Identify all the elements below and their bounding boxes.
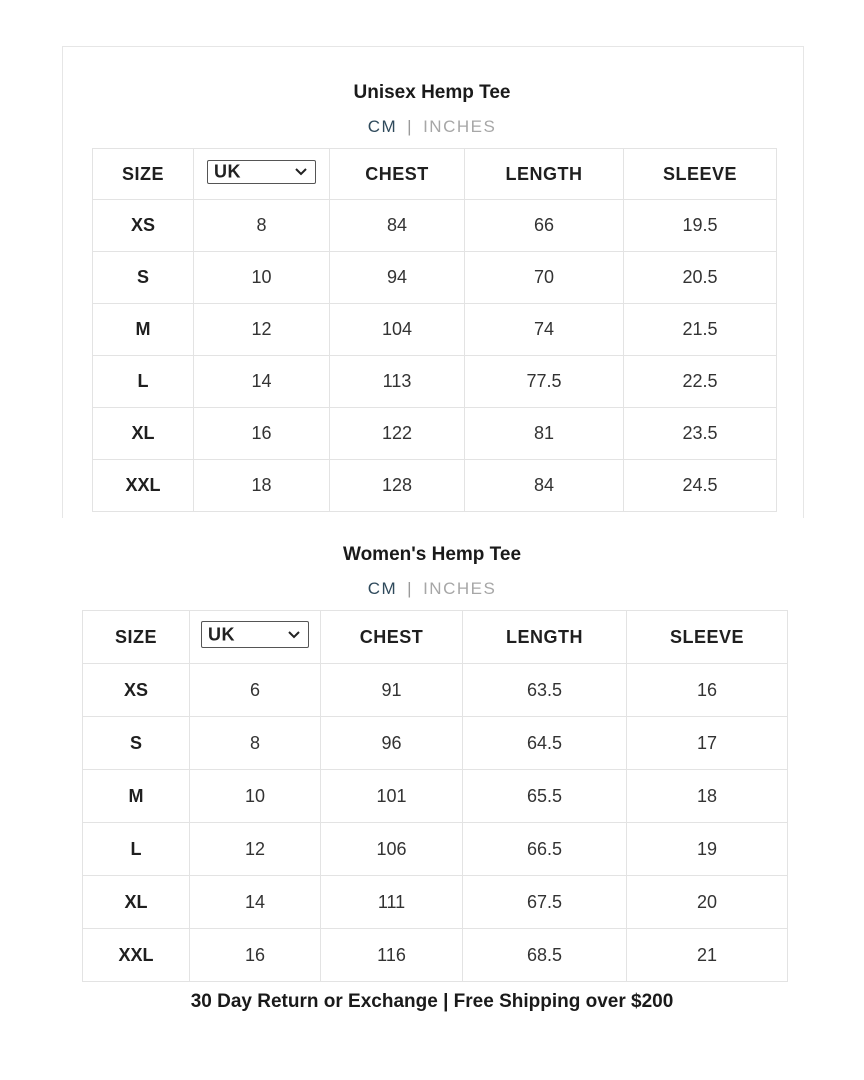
unisex-size-table bbox=[92, 148, 777, 512]
unisex-unit-toggle bbox=[0, 117, 864, 137]
length-cell: 63.5 bbox=[463, 664, 627, 717]
length-column-header: LENGTH bbox=[465, 149, 624, 200]
length-cell: 81 bbox=[465, 408, 624, 460]
chest-cell: 128 bbox=[330, 460, 465, 512]
table-row bbox=[93, 408, 777, 460]
sleeve-cell: 23.5 bbox=[624, 408, 777, 460]
unit-inches-button[interactable]: INCHES bbox=[423, 579, 497, 598]
size-column-header: SIZE bbox=[83, 611, 190, 664]
size-cell: L bbox=[93, 356, 194, 408]
chest-cell: 113 bbox=[330, 356, 465, 408]
womens-chart-title: Women's Hemp Tee bbox=[342, 544, 522, 565]
size-cell: XXL bbox=[93, 460, 194, 512]
length-column-header: LENGTH bbox=[463, 611, 627, 664]
size-cell: XS bbox=[83, 664, 190, 717]
sleeve-cell: 24.5 bbox=[624, 460, 777, 512]
length-cell: 66 bbox=[465, 200, 624, 252]
sleeve-cell: 18 bbox=[627, 770, 788, 823]
length-cell: 67.5 bbox=[463, 876, 627, 929]
table-row bbox=[93, 200, 777, 252]
womens-unit-toggle bbox=[0, 579, 864, 599]
uk-size-cell: 10 bbox=[194, 252, 330, 304]
uk-size-cell: 8 bbox=[194, 200, 330, 252]
size-column-header: SIZE bbox=[93, 149, 194, 200]
uk-size-cell: 14 bbox=[194, 356, 330, 408]
chest-cell: 111 bbox=[321, 876, 463, 929]
size-cell: M bbox=[93, 304, 194, 356]
length-cell: 70 bbox=[465, 252, 624, 304]
table-row bbox=[93, 304, 777, 356]
table-row bbox=[83, 664, 788, 717]
region-column-header bbox=[190, 611, 321, 664]
sleeve-cell: 17 bbox=[627, 717, 788, 770]
uk-size-cell: 8 bbox=[190, 717, 321, 770]
chest-column-header: CHEST bbox=[330, 149, 465, 200]
sleeve-cell: 16 bbox=[627, 664, 788, 717]
table-row bbox=[83, 770, 788, 823]
unit-separator: | bbox=[407, 579, 414, 598]
sleeve-cell: 22.5 bbox=[624, 356, 777, 408]
uk-size-cell: 16 bbox=[190, 929, 321, 982]
uk-size-cell: 18 bbox=[194, 460, 330, 512]
shipping-returns-note: 30 Day Return or Exchange | Free Shipping over $200 bbox=[190, 991, 674, 1012]
uk-size-cell: 12 bbox=[190, 823, 321, 876]
table-header-row bbox=[83, 611, 788, 664]
table-row bbox=[83, 929, 788, 982]
length-cell: 66.5 bbox=[463, 823, 627, 876]
chest-cell: 101 bbox=[321, 770, 463, 823]
sleeve-column-header: SLEEVE bbox=[627, 611, 788, 664]
size-cell: L bbox=[83, 823, 190, 876]
uk-size-cell: 12 bbox=[194, 304, 330, 356]
length-cell: 65.5 bbox=[463, 770, 627, 823]
uk-size-cell: 6 bbox=[190, 664, 321, 717]
chest-cell: 91 bbox=[321, 664, 463, 717]
uk-size-cell: 14 bbox=[190, 876, 321, 929]
length-cell: 74 bbox=[465, 304, 624, 356]
table-row bbox=[93, 252, 777, 304]
length-cell: 84 bbox=[465, 460, 624, 512]
table-header-row bbox=[93, 149, 777, 200]
region-select-value: UK bbox=[214, 161, 241, 181]
sleeve-column-header: SLEEVE bbox=[624, 149, 777, 200]
unit-inches-button[interactable]: INCHES bbox=[423, 117, 497, 136]
chest-cell: 96 bbox=[321, 717, 463, 770]
sleeve-cell: 20 bbox=[627, 876, 788, 929]
table-row bbox=[83, 876, 788, 929]
sleeve-cell: 19 bbox=[627, 823, 788, 876]
region-select[interactable] bbox=[201, 621, 309, 648]
chevron-down-icon bbox=[288, 631, 300, 639]
chevron-down-icon bbox=[295, 168, 307, 176]
unisex-chart-title: Unisex Hemp Tee bbox=[353, 82, 511, 103]
chest-cell: 106 bbox=[321, 823, 463, 876]
size-cell: S bbox=[93, 252, 194, 304]
size-cell: XXL bbox=[83, 929, 190, 982]
length-cell: 77.5 bbox=[465, 356, 624, 408]
unit-cm-button[interactable]: CM bbox=[367, 117, 398, 136]
size-cell: S bbox=[83, 717, 190, 770]
uk-size-cell: 16 bbox=[194, 408, 330, 460]
womens-size-table bbox=[82, 610, 788, 982]
size-cell: XS bbox=[93, 200, 194, 252]
chest-cell: 104 bbox=[330, 304, 465, 356]
sleeve-cell: 20.5 bbox=[624, 252, 777, 304]
table-row bbox=[83, 823, 788, 876]
unit-cm-button[interactable]: CM bbox=[367, 579, 398, 598]
chest-cell: 116 bbox=[321, 929, 463, 982]
length-cell: 64.5 bbox=[463, 717, 627, 770]
region-select[interactable] bbox=[207, 160, 316, 184]
table-row bbox=[93, 460, 777, 512]
sleeve-cell: 21.5 bbox=[624, 304, 777, 356]
table-row bbox=[83, 717, 788, 770]
table-row bbox=[93, 356, 777, 408]
sleeve-cell: 21 bbox=[627, 929, 788, 982]
size-cell: XL bbox=[83, 876, 190, 929]
length-cell: 68.5 bbox=[463, 929, 627, 982]
size-cell: M bbox=[83, 770, 190, 823]
size-cell: XL bbox=[93, 408, 194, 460]
chest-cell: 84 bbox=[330, 200, 465, 252]
chest-column-header: CHEST bbox=[321, 611, 463, 664]
sleeve-cell: 19.5 bbox=[624, 200, 777, 252]
chest-cell: 94 bbox=[330, 252, 465, 304]
region-column-header bbox=[194, 149, 330, 200]
region-select-value: UK bbox=[208, 624, 235, 644]
unit-separator: | bbox=[407, 117, 414, 136]
uk-size-cell: 10 bbox=[190, 770, 321, 823]
chest-cell: 122 bbox=[330, 408, 465, 460]
